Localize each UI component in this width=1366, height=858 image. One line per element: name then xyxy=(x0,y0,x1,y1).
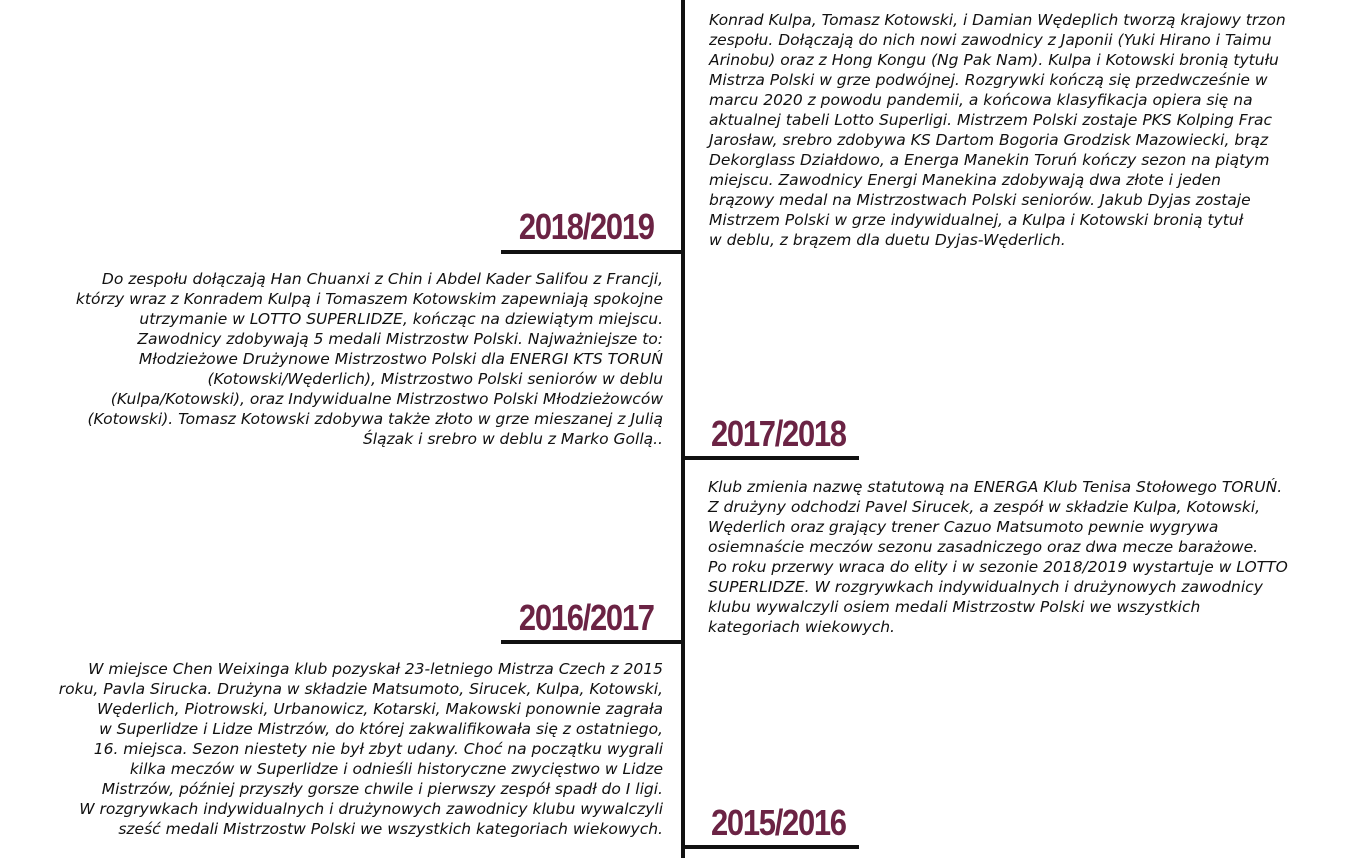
season-2016-2017-rule xyxy=(501,640,681,644)
season-2017-2018-description: Klub zmienia nazwę statutową na ENERGA Klub Tenisa Stołowego TORUŃ. Z drużyny odchodzi Pavel Sirucek, a zespół w składzie Kulpa, Kotowski, Wędеrlich oraz grający trener Cazuo Matsumoto pewnie wygrywa osiemnaście meczów sezonu zasadniczego oraz dwa mecze barażowe. Po roku przerwy wraca do elity i w sezonie 2018/2019 wystartuje w LOTTO SUPERLIDZE. W rozgrywkach indywidualnych i drużynowych zawodnicy klubu wywalczyli osiem medali Mistrzostw Polski we wszystkich kategoriach wiekowych. xyxy=(708,478,1288,636)
season-2017-2018-rule xyxy=(685,456,859,460)
season-2016-2017-year: 2016/2017 xyxy=(519,597,654,638)
season-2015-2016-year: 2015/2016 xyxy=(711,802,846,843)
season-2017-2018-year: 2017/2018 xyxy=(711,413,846,454)
timeline-axis xyxy=(681,0,685,858)
season-2016-2017-description: W miejsce Chen Weixinga klub pozyskał 23-letniego Mistrza Czech z 2015 roku, Pavla Sirucka. Drużyna w składzie Matsumoto, Sirucek, Kulpa, Kotowski, Wędеrlich, Piotrowski, Urbanowicz, Kotarski, Makowski ponownie zagrała w Superlidze i Lidze Mistrzów, do której zakwalifikowała się z ostatniego, 16. miejsca. Sezon niestety nie był zbyt udany. Choć na początku wygrali kilka meczów w Superlidze i odnieśli historyczne zwycięstwo w Lidze Mistrzów, później przyszły gorsze chwile i pierwszy zespół spadł do I ligi. W rozgrywkach indywidualnych i drużynowych zawodnicy klubu wywalczyli sześć medali Mistrzostw Polski we wszystkich kategoriach wiekowych. xyxy=(58,660,663,838)
season-2018-2019-year: 2018/2019 xyxy=(519,206,654,247)
season-2015-2016-rule xyxy=(685,845,859,849)
season-2018-2019-description: Do zespołu dołączają Han Chuanxi z Chin i Abdel Kader Salifou z Francji, którzy wraz z Konradem Kulpą i Tomaszem Kotowskim zapewniają spokojne utrzymanie w LOTTO SUPERLIDZE, kończąc na dziewiątym miejscu. Zawodnicy zdobywają 5 medali Mistrzostw Polski. Najważniejsze to: Młodzieżowe Drużynowe Mistrzostwo Polski dla ENERGI KTS TORUŃ (Kotowski/Wędеrlich), Mistrzostwo Polski seniorów w deblu (Kulpa/Kotowski), oraz Indywidualne Mistrzostwo Polski Młodzieżowców (Kotowski). Tomasz Kotowski zdobywa także złoto w grze mieszanej z Julią Ślązak i srebro w deblu z Marko Gollą.. xyxy=(75,270,663,448)
season-2019-2020-description: Konrad Kulpa, Tomasz Kotowski, i Damian Wędерlich tworzą krajowy trzon zespołu. Dołączają do nich nowi zawodnicy z Japonii (Yuki Hirano i Taimu Arinobu) oraz z Hong Kongu (Ng Pak Nam). Kulpa i Kotowski bronią tytułu Mistrza Polski w grze podwójnej. Rozgrywki kończą się przedwcześnie w marcu 2020 z powodu pandemii, a końcowa klasyfikacja opiera się na aktualnej tabeli Lotto Superligi. Mistrzem Polski zostaje PKS Kolping Frac Jarosław, srebro zdobywa KS Dartom Bogoria Grodzisk Mazowiecki, brąz Dekorglass Działdowo, a Energa Manekin Toruń kończy sezon na piątym miejscu. Zawodnicy Energi Manekina zdobywają dwa złote i jeden brązowy medal na Mistrzostwach Polski seniorów. Jakub Dyjas zostaje Mistrzem Polski w grze indywidualnej, a Kulpa i Kotowski bronią tytuł w deblu, z brązem dla duetu Dyjas-Wędеrlich. xyxy=(709,11,1286,249)
season-2018-2019-rule xyxy=(501,250,681,254)
